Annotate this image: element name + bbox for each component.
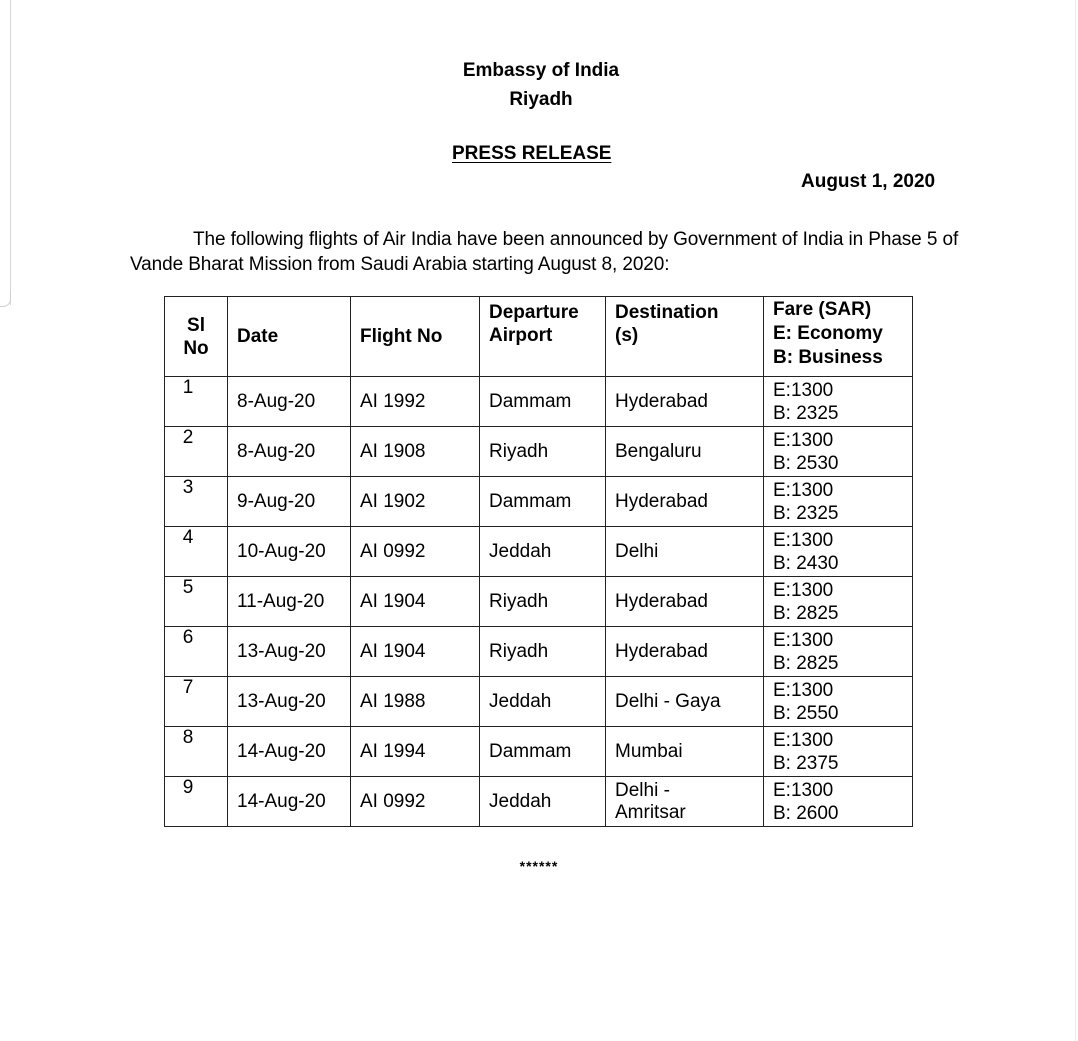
flights-table (164, 296, 913, 827)
cell-destination: Mumbai (606, 727, 764, 777)
table-row (165, 377, 913, 427)
cell-flight-no: AI 1994 (351, 727, 480, 777)
fare-business: B: 2375 (773, 753, 839, 774)
cell-date: 10-Aug-20 (228, 527, 351, 577)
header-destination (606, 297, 764, 377)
end-separator: ****** (519, 858, 559, 874)
cell-flight-no: AI 1904 (351, 577, 480, 627)
cell-sl-no: 9 (165, 777, 228, 827)
cell-fare (764, 377, 913, 427)
fare-economy: E:1300 (773, 730, 834, 751)
fare-business: B: 2825 (773, 653, 839, 674)
header-destination-line1: Destination (615, 302, 719, 323)
table-row (165, 477, 913, 527)
cell-departure: Riyadh (480, 627, 606, 677)
cell-fare (764, 727, 913, 777)
header-flight-no: Flight No (351, 297, 480, 377)
cell-destination: Delhi - Gaya (606, 677, 764, 727)
table-row (165, 627, 913, 677)
cell-fare (764, 677, 913, 727)
table-row (165, 777, 913, 827)
header-fare (764, 297, 913, 377)
cell-flight-no: AI 1992 (351, 377, 480, 427)
header-departure-line1: Departure (489, 302, 579, 323)
fare-economy: E:1300 (773, 580, 834, 601)
cell-fare (764, 627, 913, 677)
cell-flight-no: AI 1908 (351, 427, 480, 477)
cell-date: 8-Aug-20 (228, 427, 351, 477)
cell-destination: Hyderabad (606, 627, 764, 677)
cell-date: 13-Aug-20 (228, 677, 351, 727)
fare-economy: E:1300 (773, 630, 834, 651)
cell-sl-no: 2 (165, 427, 228, 477)
fare-economy: E:1300 (773, 680, 834, 701)
cell-sl-no: 1 (165, 377, 228, 427)
cell-sl-no: 7 (165, 677, 228, 727)
destination-line2: Amritsar (615, 801, 686, 823)
fare-economy: E:1300 (773, 430, 834, 451)
fare-economy: E:1300 (773, 530, 834, 551)
cell-departure: Jeddah (480, 677, 606, 727)
header-sl-no (165, 297, 228, 377)
fare-business: B: 2325 (773, 503, 839, 524)
intro-paragraph: The following flights of Air India have been announced by Government of India in Phase 5 of Vande Bharat Mission from Saudi Arabia starting August 8, 2020: (130, 229, 959, 275)
table-row (165, 727, 913, 777)
cell-destination: Hyderabad (606, 377, 764, 427)
cell-destination: Hyderabad (606, 577, 764, 627)
release-date: August 1, 2020 (801, 171, 936, 192)
header-departure-airport (480, 297, 606, 377)
cell-date: 14-Aug-20 (228, 727, 351, 777)
cell-sl-no: 8 (165, 727, 228, 777)
fare-business: B: 2325 (773, 403, 839, 424)
cell-fare (764, 777, 913, 827)
fare-economy: E:1300 (773, 380, 834, 401)
organization-name: Embassy of India (462, 60, 620, 81)
header-departure-line2: Airport (489, 325, 553, 346)
header-sl-line2: No (183, 337, 209, 359)
cell-departure: Jeddah (480, 777, 606, 827)
cell-date: 14-Aug-20 (228, 777, 351, 827)
city-name: Riyadh (509, 89, 573, 110)
cell-sl-no: 5 (165, 577, 228, 627)
fare-business: B: 2430 (773, 553, 839, 574)
table-row (165, 427, 913, 477)
fare-business: B: 2550 (773, 703, 839, 724)
cell-departure: Riyadh (480, 427, 606, 477)
cell-departure: Riyadh (480, 577, 606, 627)
destination-line1: Delhi - (615, 779, 670, 801)
cell-fare (764, 427, 913, 477)
header-destination-line2: (s) (615, 325, 639, 346)
fare-business: B: 2530 (773, 453, 839, 474)
header-sl-line1: Sl (187, 314, 205, 336)
cell-fare (764, 577, 913, 627)
cell-destination (606, 777, 764, 827)
cell-date: 8-Aug-20 (228, 377, 351, 427)
document-title: PRESS RELEASE (452, 143, 612, 164)
cell-departure: Dammam (480, 377, 606, 427)
table-row (165, 527, 913, 577)
header-fare-line1: Fare (SAR) (773, 299, 872, 320)
cell-flight-no: AI 0992 (351, 527, 480, 577)
fare-economy: E:1300 (773, 480, 834, 501)
cell-date: 9-Aug-20 (228, 477, 351, 527)
page-right-edge (1075, 0, 1076, 1041)
cell-departure: Jeddah (480, 527, 606, 577)
header-date: Date (228, 297, 351, 377)
cell-fare (764, 527, 913, 577)
page-left-edge (10, 0, 11, 305)
cell-destination: Hyderabad (606, 477, 764, 527)
header-fare-line2: E: Economy (773, 323, 883, 344)
cell-departure: Dammam (480, 477, 606, 527)
cell-sl-no: 4 (165, 527, 228, 577)
table-header-row (165, 297, 913, 377)
cell-sl-no: 6 (165, 627, 228, 677)
fare-business: B: 2825 (773, 603, 839, 624)
cell-flight-no: AI 1988 (351, 677, 480, 727)
cell-sl-no: 3 (165, 477, 228, 527)
cell-destination: Delhi (606, 527, 764, 577)
cell-date: 13-Aug-20 (228, 627, 351, 677)
cell-flight-no: AI 1902 (351, 477, 480, 527)
cell-departure: Dammam (480, 727, 606, 777)
table-row (165, 677, 913, 727)
fare-business: B: 2600 (773, 803, 839, 824)
cell-fare (764, 477, 913, 527)
cell-destination: Bengaluru (606, 427, 764, 477)
header-fare-line3: B: Business (773, 347, 883, 368)
cell-date: 11-Aug-20 (228, 577, 351, 627)
table-row (165, 577, 913, 627)
cell-flight-no: AI 0992 (351, 777, 480, 827)
fare-economy: E:1300 (773, 780, 834, 801)
cell-flight-no: AI 1904 (351, 627, 480, 677)
